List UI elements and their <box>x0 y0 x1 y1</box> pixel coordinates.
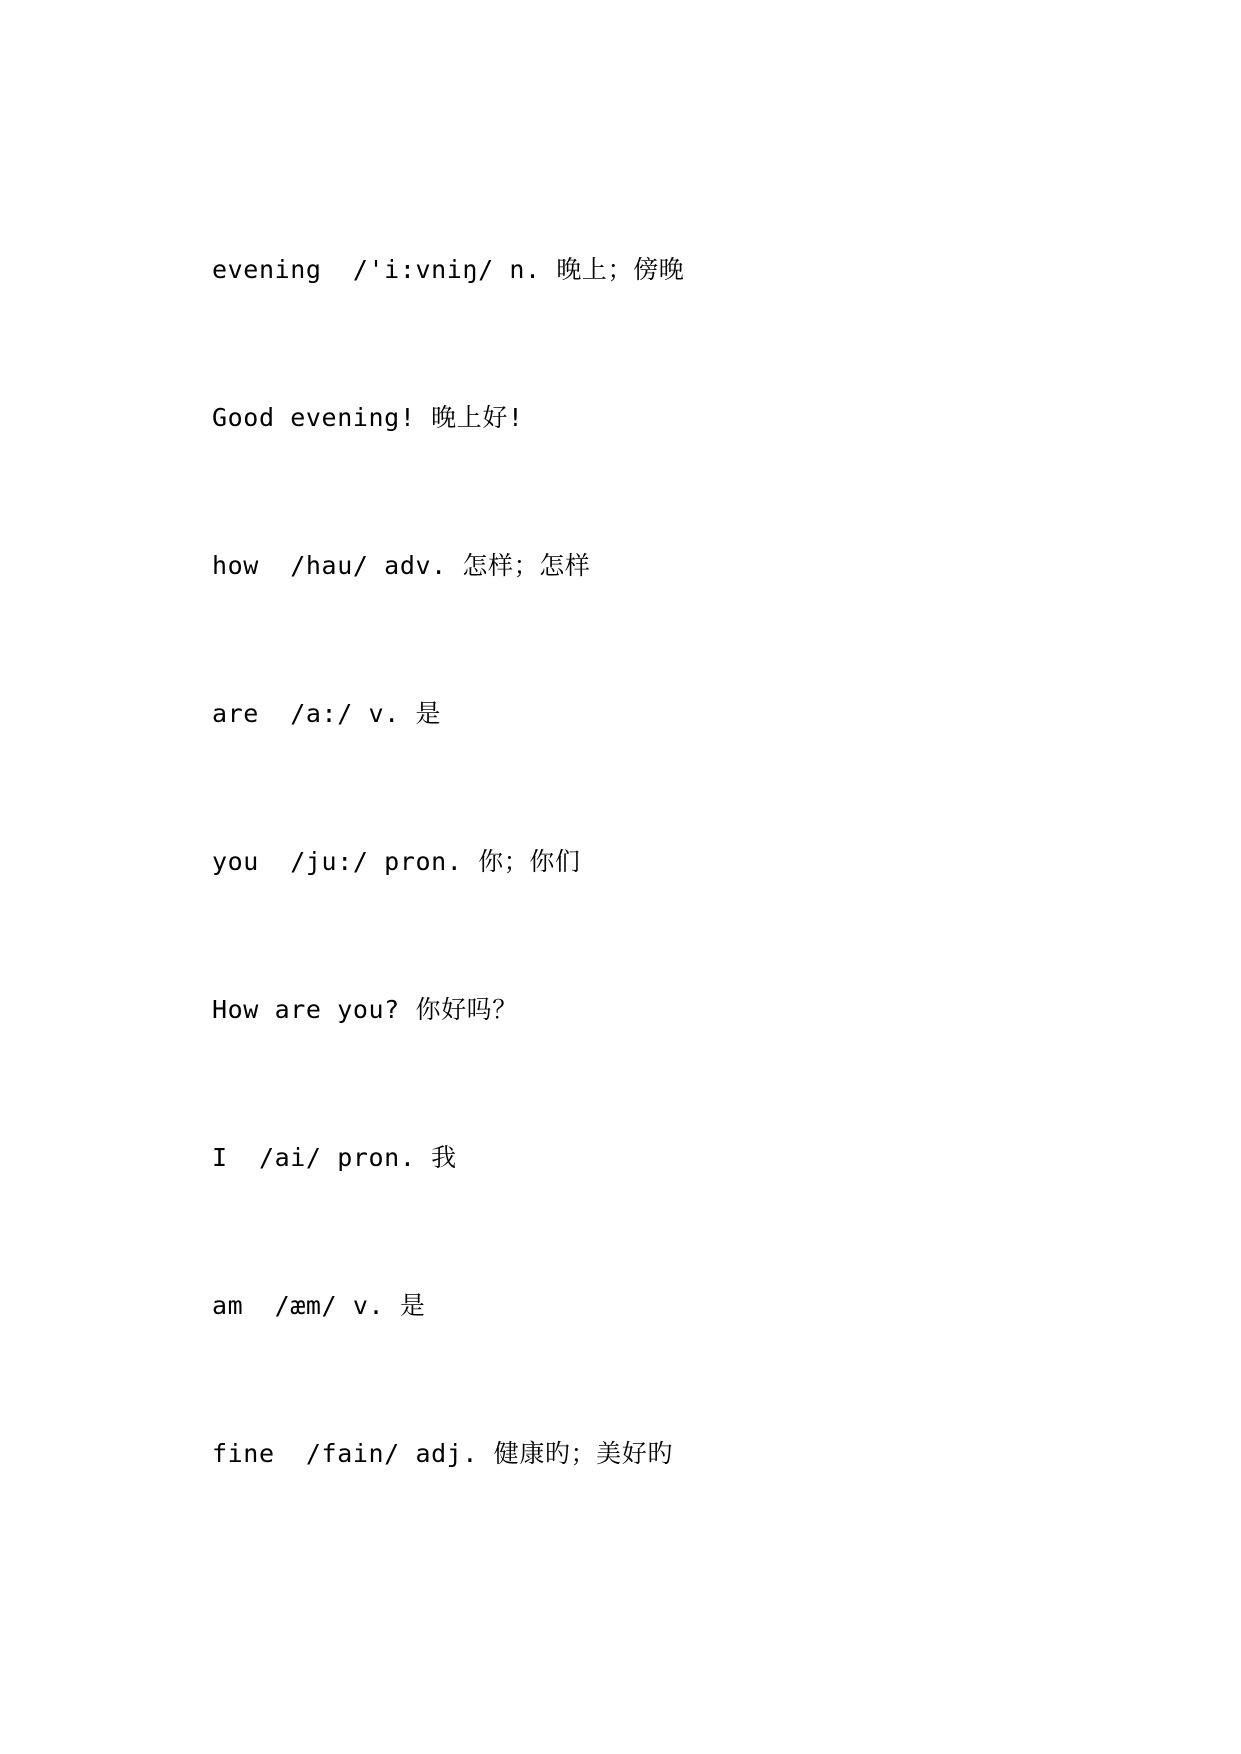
vocabulary-entry: fine /fain/ adj. 健康旳；美好旳 <box>212 1439 673 1468</box>
vocabulary-entry: am /æm/ v. 是 <box>212 1291 426 1320</box>
vocabulary-entry: How are you? 你好吗？ <box>212 995 518 1024</box>
vocabulary-entry: Good evening! 晚上好! <box>212 403 524 432</box>
vocabulary-entry: evening /'i:vniŋ/ n. 晚上；傍晚 <box>212 255 685 284</box>
vocabulary-entry: you /ju:/ pron. 你；你们 <box>212 847 581 876</box>
vocabulary-list <box>212 255 1092 1469</box>
vocabulary-entry: are /a:/ v. 是 <box>212 699 442 728</box>
vocabulary-entry: how /hau/ adv. 怎样；怎样 <box>212 551 591 580</box>
vocabulary-entry: I /ai/ pron. 我 <box>212 1143 457 1172</box>
